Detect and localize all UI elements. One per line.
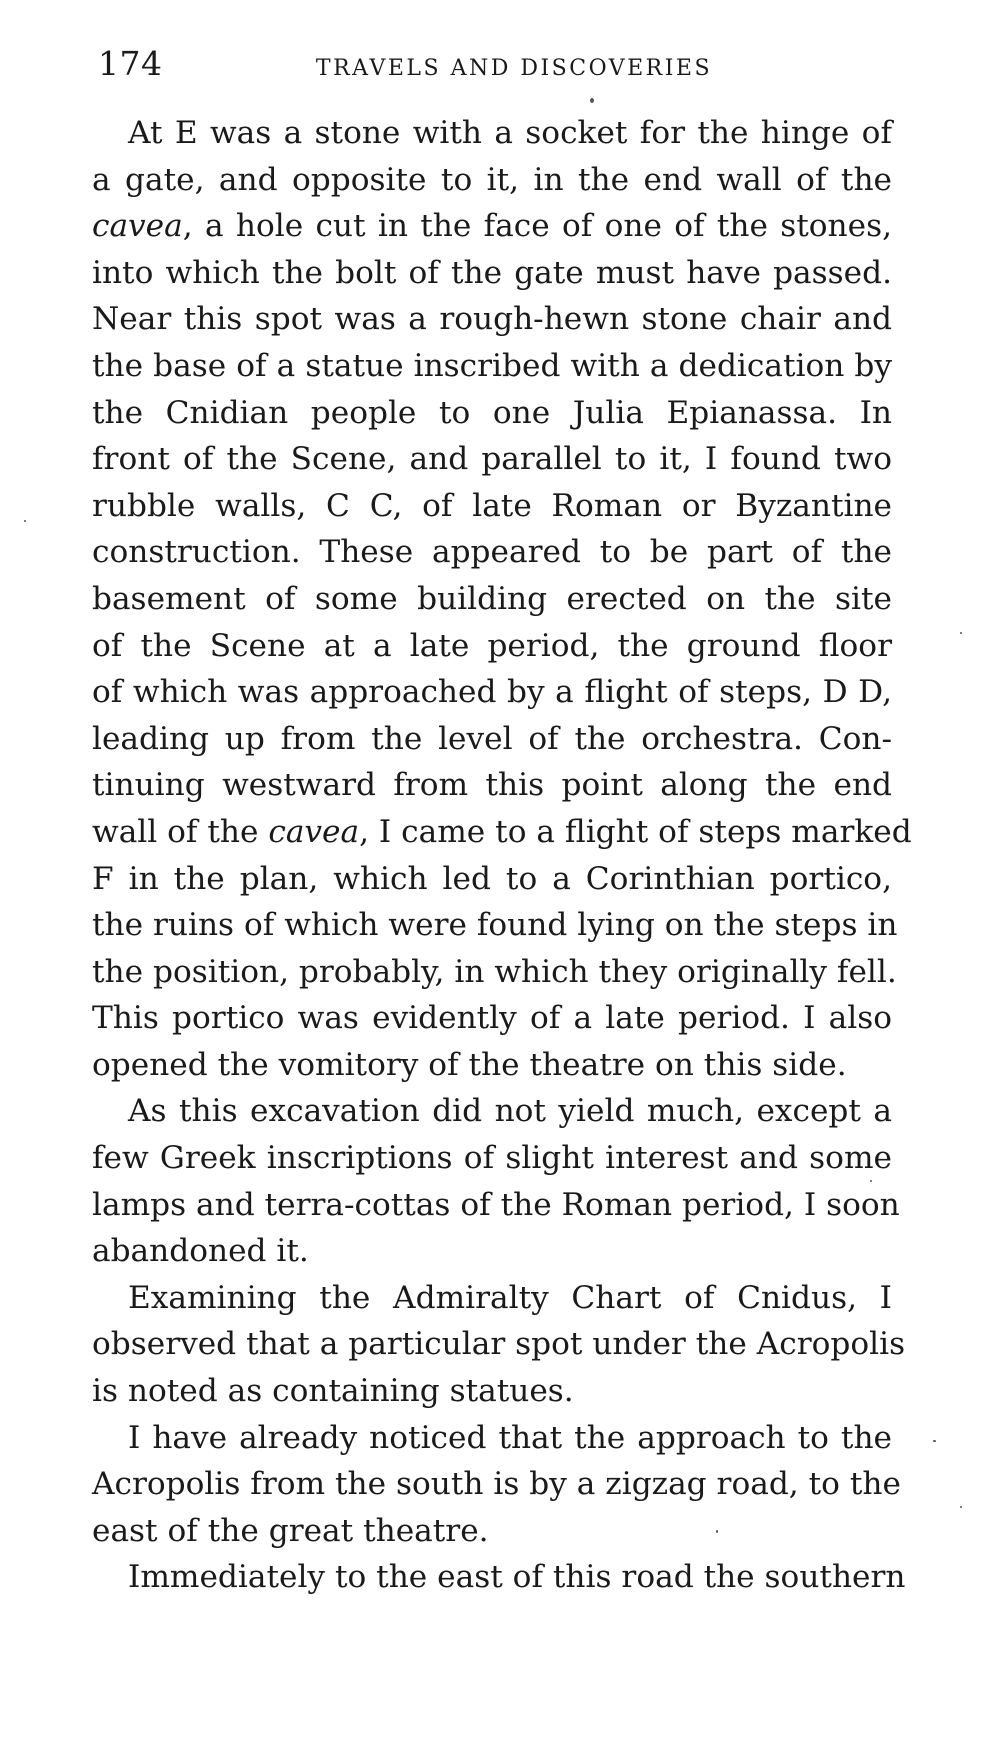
- text-fragment: wall of the: [92, 813, 269, 850]
- page-number: 174: [98, 44, 163, 83]
- text-line: of which was approached by a flight of steps, D D,: [92, 674, 892, 711]
- text-line: Near this spot was a rough-hewn stone chair and: [92, 301, 892, 338]
- paragraph-5: [92, 1554, 906, 1601]
- paragraph-2: [92, 1088, 900, 1274]
- italic-word: cavea: [268, 813, 360, 850]
- text-line: abandoned it.: [92, 1233, 309, 1270]
- scan-speck: [870, 1180, 872, 1182]
- scan-speck: [960, 632, 962, 634]
- text-line: [92, 809, 912, 856]
- text-line: leading up from the level of the orchestra. Con-: [92, 720, 892, 757]
- scan-speck: [933, 1440, 936, 1442]
- text-line: front of the Scene, and parallel to it, I found two: [92, 441, 892, 478]
- text-line: basement of some building erected on the site: [92, 580, 892, 617]
- text-line: few Greek inscriptions of slight interest and some: [92, 1140, 892, 1177]
- text-line: into which the bolt of the gate must have passed.: [92, 254, 892, 291]
- text-line: tinuing westward from this point along the end: [92, 767, 892, 804]
- text-line: of the Scene at a late period, the ground floor: [92, 627, 892, 664]
- text-line: rubble walls, C C, of late Roman or Byzantine: [92, 487, 892, 524]
- scan-speck: [24, 520, 26, 522]
- text-line: At E was a stone with a socket for the hinge of: [128, 115, 892, 151]
- text-line: F in the plan, which led to a Corinthian portico,: [92, 860, 892, 897]
- text-line: Immediately to the east of this road the southern: [128, 1559, 906, 1596]
- italic-word: cavea: [92, 208, 183, 245]
- paragraph-3: [92, 1275, 906, 1415]
- text-line: Examining the Admiralty Chart of Cnidus, I: [128, 1279, 892, 1316]
- body-text: [92, 110, 912, 1601]
- text-fragment: , a hole cut in the face of one of the stones,: [182, 208, 892, 245]
- text-line: the base of a statue inscribed with a dedication by: [92, 347, 892, 384]
- text-line: construction. These appeared to be part of the: [92, 534, 892, 571]
- text-fragment: , I came to a flight of steps marked: [359, 813, 912, 850]
- text-line: opened the vomitory of the theatre on this side.: [92, 1046, 847, 1083]
- paragraph-1: [92, 110, 912, 1088]
- text-line: the ruins of which were found lying on the steps in: [92, 907, 898, 944]
- paragraph-4: [92, 1415, 901, 1555]
- scan-speck: [590, 98, 594, 103]
- text-line: Acropolis from the south is by a zigzag road, to the: [92, 1466, 901, 1503]
- text-line: I have already noticed that the approach to the: [128, 1419, 892, 1456]
- text-line: lamps and terra-cottas of the Roman period, I soon: [92, 1186, 900, 1223]
- text-line: the position, probably, in which they originally fell.: [92, 953, 897, 990]
- scan-speck: [960, 1506, 962, 1508]
- text-line: the Cnidian people to one Julia Epianassa. In: [92, 394, 892, 431]
- running-head: TRAVELS AND DISCOVERIES: [315, 56, 713, 81]
- text-line: observed that a particular spot under the Acropolis: [92, 1326, 906, 1363]
- text-line: east of the great theatre.: [92, 1512, 489, 1549]
- text-line: This portico was evidently of a late period. I also: [92, 1000, 892, 1037]
- scan-speck: [716, 1530, 718, 1533]
- text-line: is noted as containing statues.: [92, 1373, 574, 1410]
- text-line: a gate, and opposite to it, in the end wall of the: [92, 161, 892, 198]
- text-line: [92, 203, 892, 250]
- text-line: As this excavation did not yield much, except a: [128, 1093, 892, 1130]
